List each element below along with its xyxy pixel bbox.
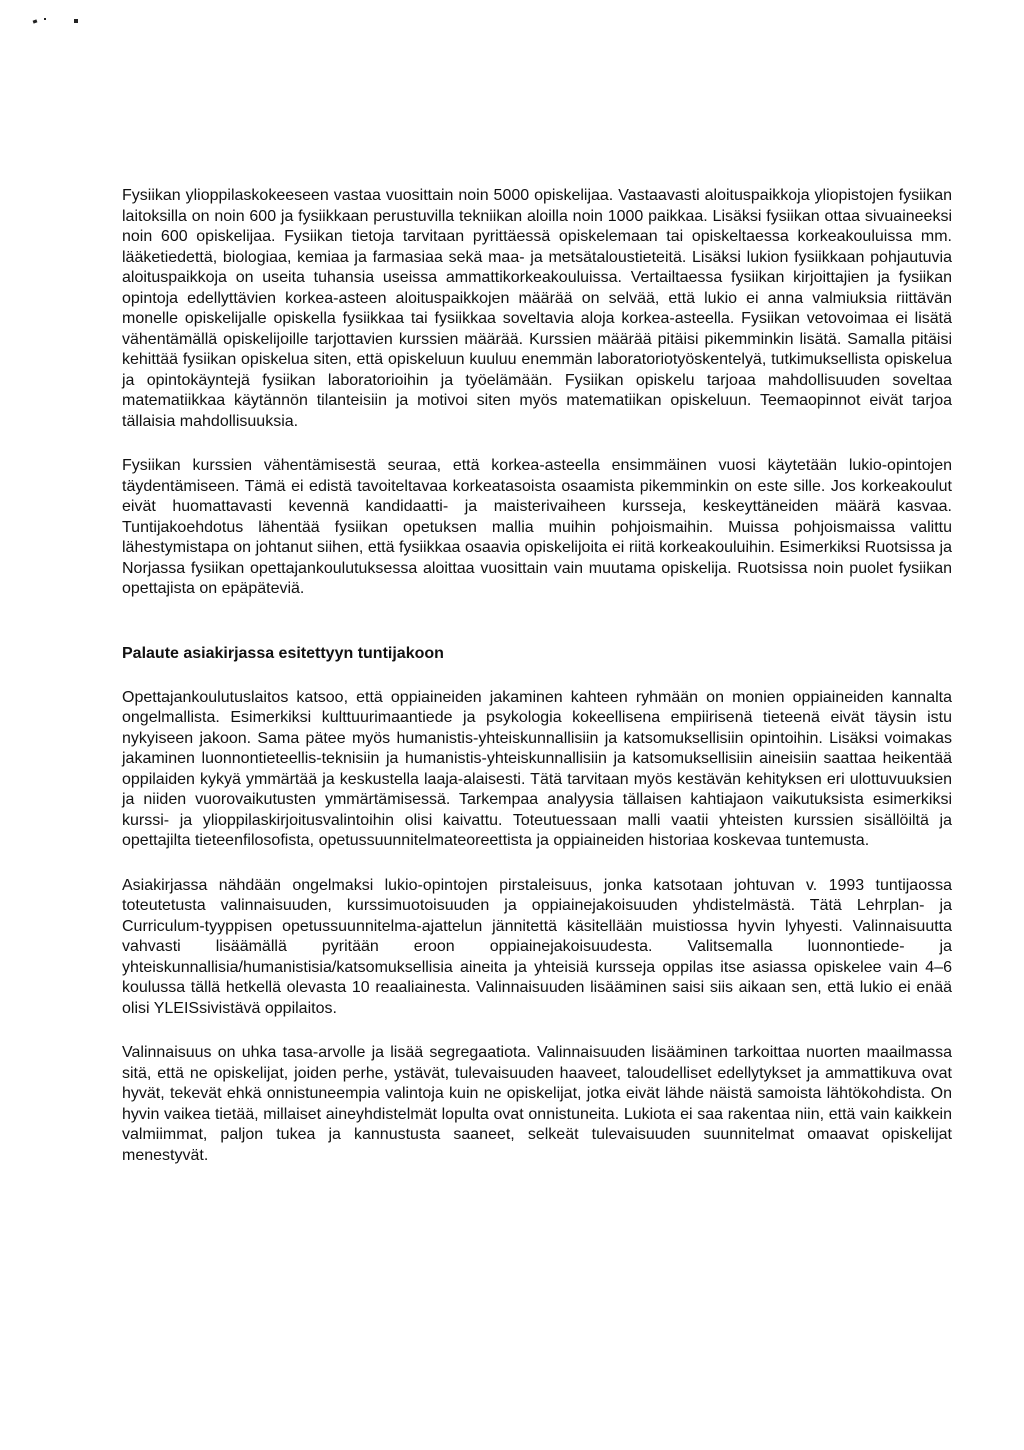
paragraph-elective-equality: Valinnaisuus on uhka tasa-arvolle ja lisää segregaatiota. Valinnaisuuden lisääminen tarkoittaa nuorten maailmassa sitä, että ne opiskelijat, joiden perhe, ystävät, tulevaisuuden haaveet, taloudelliset edellytykset ja ammattikuva ovat hyvät, tekevät ehkä onnistuneempia valintoja kuin ne opiskelijat, jotka eivät lähde näistä samoista lähtökohdista. On hyvin vaikea tietää, millaiset aineyhdistelmät lopulta ovat onnistuneita. Lukiota ei saa rakentaa niin, että vain kaikkein valmiimmat, paljon tukea ja kannustusta saaneet, selkeät tulevaisuuden suunnitelmat omaavat opiskelijat menestyvät.: [122, 1044, 952, 1164]
paragraph-fragmentation: Asiakirjassa nähdään ongelmaksi lukio-opintojen pirstaleisuus, jonka katsotaan johtuvan v. 1993 tuntijaossa toteutetusta valinnaisuuden, kurssimuotoisuuden ja oppiainejakoisuuden yhdistelmästä. Tätä Lehrplan- ja Curriculum-tyyppisen opetussuunnitelma-ajattelun jännitettä käsitellään muistiossa hyvin lyhyesti. Valinnaisuutta vahvasti lisäämällä pyritään eroon oppiainejakoisuudesta. Valitsemalla luonnontiede- ja yhteiskunnallisia/humanistisia/katsomuksellisia aineita ja yhteisiä kursseja oppilas itse asiassa opiskelee vain 4–6 koulussa tällä hetkellä olevasta 10 reaaliainesta. Valinnaisuuden lisääminen saisi siis aikaan sen, että lukio ei enää olisi YLEISsivistävä oppilaitos.: [122, 876, 952, 1017]
paragraph-course-reduction: Fysiikan kurssien vähentämisestä seuraa, että korkea-asteella ensimmäinen vuosi käytetään lukio-opintojen täydentämiseen. Tämä ei edistä tavoiteltavaa korkeatasoista osaamista pikemminkin on este sille. Jos korkeakoulut eivät huomattavasti kevennä kandidaatti- ja maisterivaiheen kursseja, keskeyttäneiden määrä kasvaa. Tuntijakoehdotus lähentää fysiikan opetuksen mallia muihin pohjoismaihin. Muissa pohjoismaissa valittu lähestymistapa on johtanut siihen, että fysiikkaa osaavia opiskelijoita ei riitä korkeakouluihin. Esimerkiksi Ruotsissa ja Norjassa fysiikan opettajankoulutuksessa aloittaa vuosittain vain muutama opiskelija. Ruotsissa noin puolet fysiikan opettajista on epäpäteviä.: [122, 457, 952, 597]
scan-speck: [33, 19, 38, 23]
scan-speck: [44, 18, 46, 20]
document-body: [122, 186, 952, 1166]
paragraph-physics-matriculation: Fysiikan ylioppilaskokeeseen vastaa vuosittain noin 5000 opiskelijaa. Vastaavasti aloituspaikkoja yliopistojen fysiikan laitoksilla on noin 600 ja fysiikkaan perustuvilla tekniikan aloilla noin 1000 paikkaa. Lisäksi fysiikan ottaa sivuaineeksi noin 600 opiskelijaa. Fysiikan tietoja tarvitaan pyrittäessä opiskelemaan tai opiskeltaessa korkeakouluissa mm. lääketiedettä, biologiaa, kemiaa ja farmasiaa sekä maa- ja metsätaloustieteitä. Lisäksi lukion fysiikkaan pohjautuvia aloituspaikkoja on useita tuhansia useissa ammattikorkeakouluissa. Vertailtaessa fysiikan kirjoittajien ja fysiikan opintoja edellyttävien korkea-asteen aloituspaikkojen määrää on selvää, että lukio ei anna valmiuksia riittävän monelle opiskelijalle opiskella fysiikkaa tai fysiikkaa soveltavia aloja korkea-asteella. Fysiikan vetovoimaa ei lisätä vähentämällä opiskelijoille tarjottavien kurssien määrää. Kurssien määrää pitäisi pikemminkin lisätä. Samalla pitäisi kehittää fysiikan opiskelua siten, että opiskeluun kuuluu enemmän laboratoriotyöskentelyä, tutkimuksellista opiskelua ja opintokäyntejä fysiikan laboratorioihin ja työelämään. Fysiikan opiskelu tarjoaa mahdollisuuden soveltaa matematiikkaa käytännön tilanteisiin ja motivoi siten myös matematiikan opiskeluun. Teemaopinnot eivät tarjoa tällaisia mahdollisuuksia.: [122, 187, 952, 430]
paragraph-subject-grouping: Opettajankoulutuslaitos katsoo, että oppiaineiden jakaminen kahteen ryhmään on monien oppiaineiden kannalta ongelmallista. Esimerkiksi kulttuurimaantiede ja psykologia kokeellisena empiirisenä tieteenä eivät täysin istu nykyiseen jakoon. Sama pätee myös humanistis-yhteiskunnallisiin ja katsomuksellisiin opintoihin. Lisäksi voimakas jakaminen luonnontieteellis-teknisiin ja humanistis-yhteiskunnallisiin ja katsomuksellisiin aineisiin saattaa heikentää oppilaiden kykyä ymmärtää ja keskustella laaja-alaisesti. Tätä tarvitaan myös kestävän kehityksen eri ulottuvuuksien ja niiden vuorovaikutusten ymmärtämisessä. Tarkempaa analyysia tällaisen kahtiajaon vaikutuksista esimerkiksi kurssi- ja ylioppilaskirjoitusvalintoihin olisi kaivattu. Toteutuessaan malli vaatii yhteisten kurssien sisällöiltä ja opettajilta tieteenfilosofista, opetussuunnitelmateoreettista ja oppiaineiden historiaa koskevaa tuntemusta.: [122, 688, 952, 849]
section-heading: Palaute asiakirjassa esitettyyn tuntijakoon: [122, 644, 444, 662]
scan-speck: [74, 19, 78, 23]
